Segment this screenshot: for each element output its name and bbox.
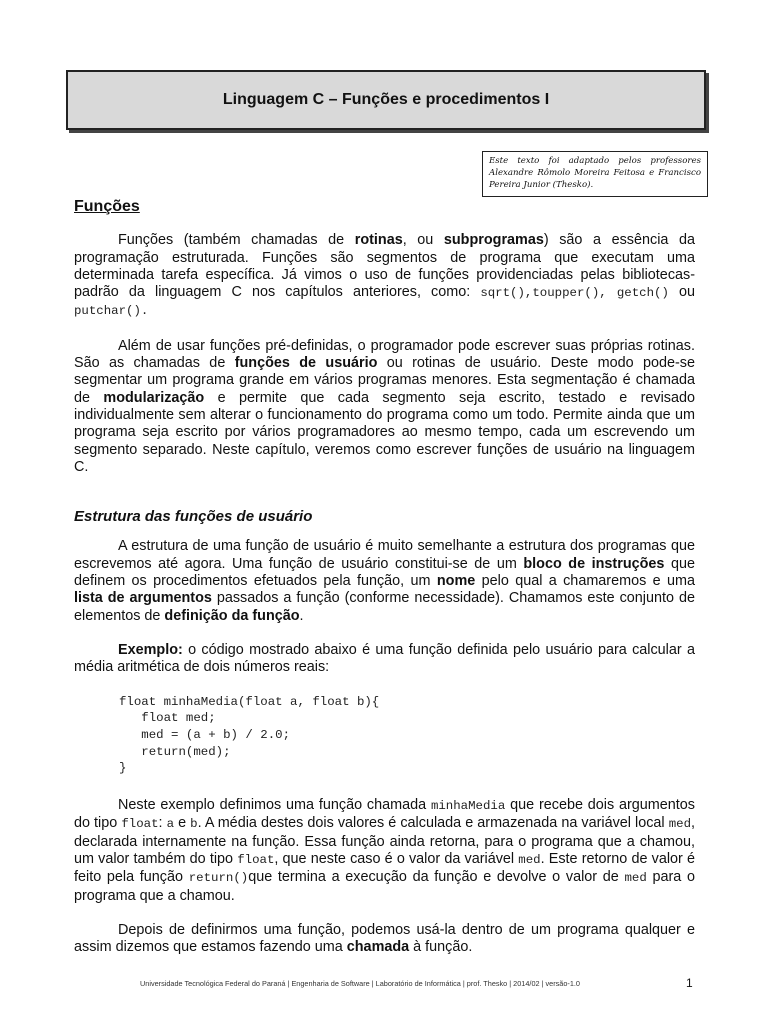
- paragraph-chamada: Depois de definirmos uma função, podemos usá-la dentro de um programa qualquer e assim dizemos que estamos fazendo uma chamada à função.: [74, 921, 695, 956]
- page-title: Linguagem C – Funções e procedimentos I: [222, 91, 550, 108]
- page-footer: [0, 976, 768, 990]
- code-line: med = (a + b) / 2.0;: [119, 727, 291, 742]
- title-box: [66, 70, 706, 130]
- main-content: [74, 198, 695, 973]
- paragraph-funcoes-intro: Funções (também chamadas de rotinas, ou subprogramas) são a essência da programação estruturada. Funções são segmentos de programa que executam uma determinada tarefa específica. Já vimos o uso de funções providenciadas pelas bibliotecas-padrão da linguagem C nos capítulos anteriores, como: sqrt(),toupper(), getch() ou putchar().: [74, 232, 695, 319]
- paragraph-estrutura: A estrutura de uma função de usuário é muito semelhante a estrutura dos programas que escrevemos até agora. Uma função de usuário constitui-se de um bloco de instruções que definem os procedimentos efetuados pela função, um nome pelo qual a chamaremos e uma lista de argumentos passados a função (conforme necessidade). Chamamos este conjunto de elementos de definição da função.: [74, 538, 695, 624]
- code-line: float med;: [119, 711, 216, 726]
- section-heading-funcoes: Funções: [74, 198, 140, 215]
- paragraph-exemplo: Exemplo: o código mostrado abaixo é uma função definida pelo usuário para calcular a média aritmética de dois números reais:: [74, 641, 695, 676]
- code-line: return(med);: [119, 744, 231, 759]
- paragraph-explicacao: Neste exemplo definimos uma função chamada minhaMedia que recebe dois argumentos do tipo float: a e b. A média destes dois valores é calculada e armazenada na variável local med, declarada internamente na função. Essa função ainda retorna, para o programa que a chamou, um valor também do tipo float, que neste caso é o valor da variável med. Este retorno de valor é feito pela função return()que termina a execução da função e devolve o valor de med para o programa que a chamou.: [74, 797, 696, 904]
- page-number: 1: [686, 976, 693, 990]
- code-block: [119, 694, 695, 778]
- section-heading-estrutura: Estrutura das funções de usuário: [74, 508, 313, 526]
- code-line: float minhaMedia(float a, float b){: [119, 694, 380, 709]
- paragraph-funcoes-usuario: Além de usar funções pré-definidas, o programador pode escrever suas próprias rotinas. São as chamadas de funções de usuário ou rotinas de usuário. Deste modo pode-se segmentar um programa grande em vários programas menores. Esta segmentação é chamada de modularização e permite que cada segmento seja escrito, testado e revisado individualmente sem alterar o funcionamento do programa como um todo. Permite ainda que um programa seja escrito por vários programadores ao mesmo tempo, cada um escrevendo um segmento separado. Neste capítulo, veremos como escrever funções de usuário na linguagem C.: [74, 337, 695, 475]
- code-line: }: [119, 761, 127, 776]
- credit-box: Este texto foi adaptado pelos professores Alexandre Rômolo Moreira Feitosa e Francisco Pereira Junior (Thesko).: [482, 151, 708, 197]
- footer-text: Universidade Tecnológica Federal do Paraná | Engenharia de Software | Laboratório de Informática | prof. Thesko | 2014/02 | versão-1.0: [140, 979, 580, 988]
